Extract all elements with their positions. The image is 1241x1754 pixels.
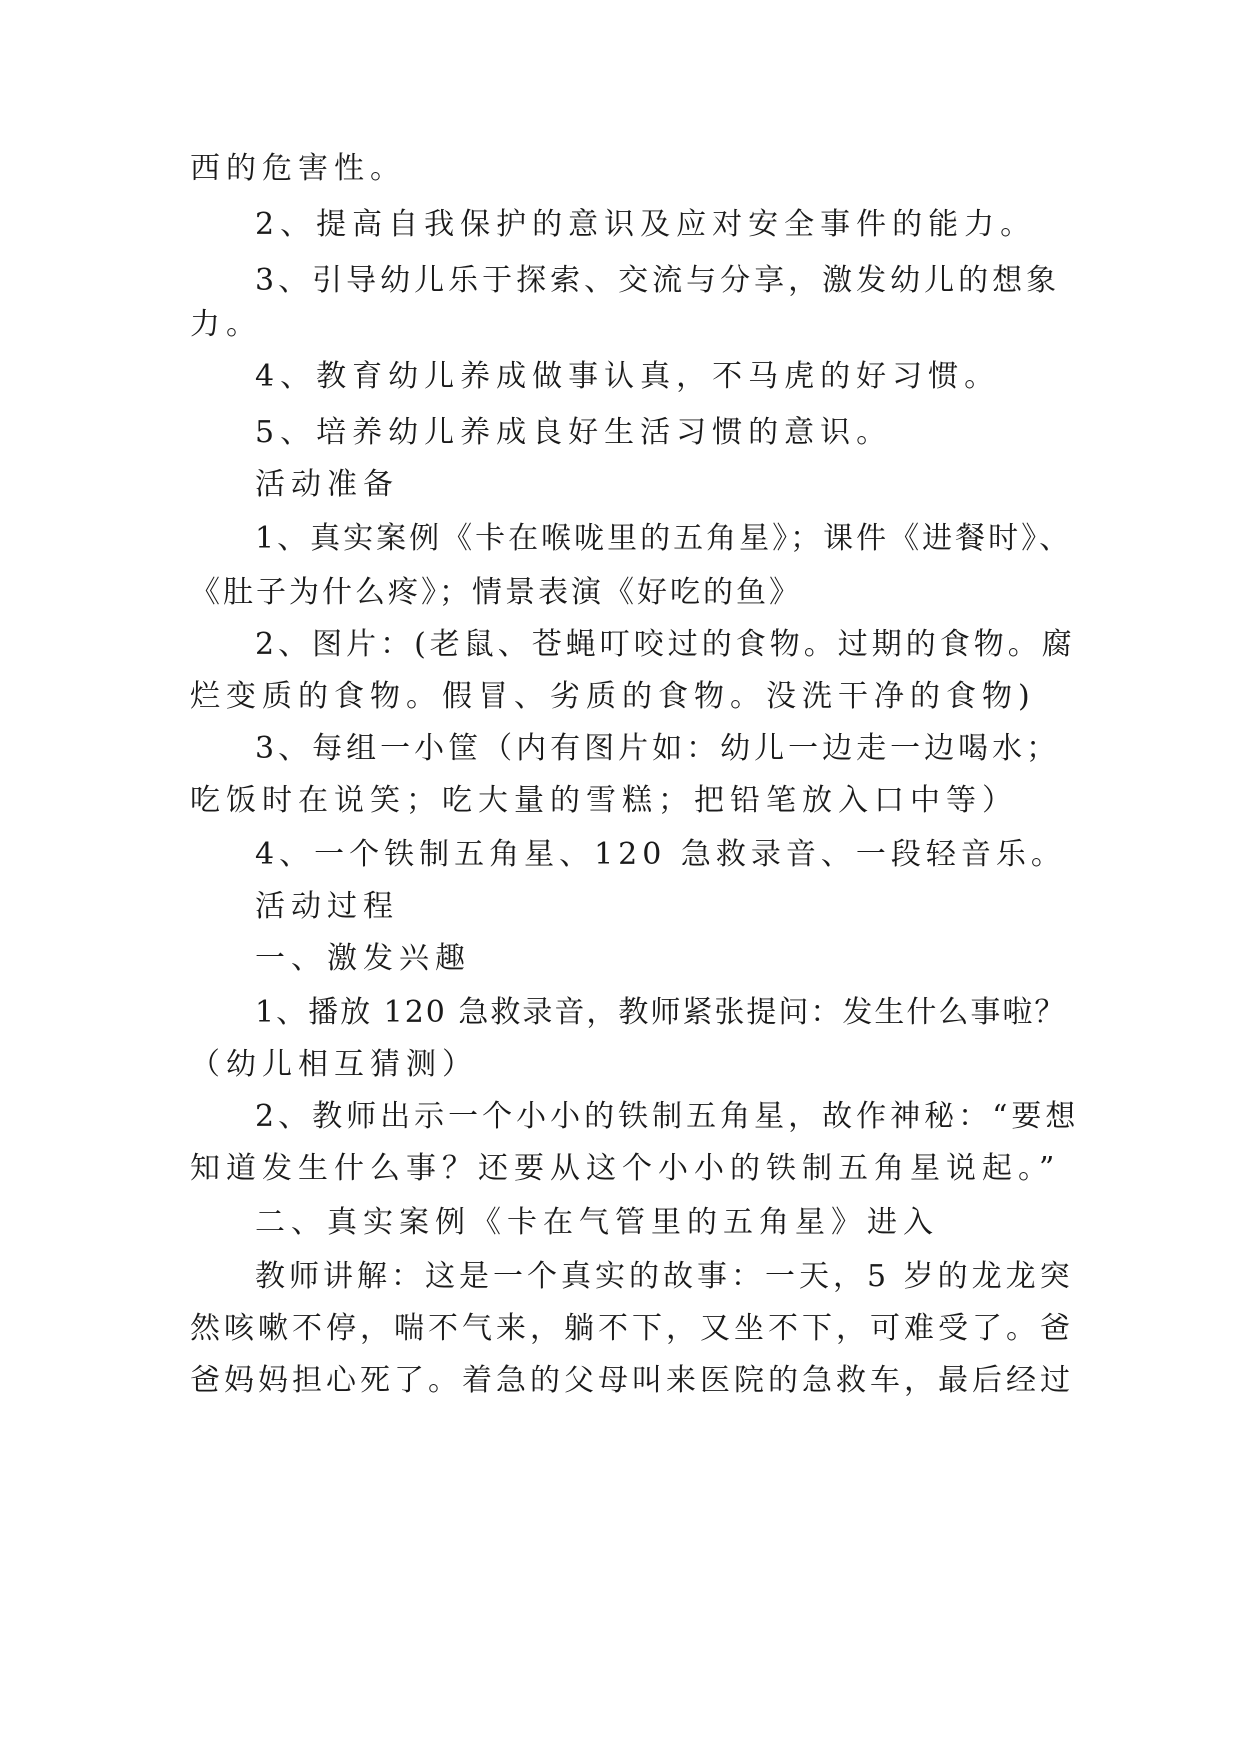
text-line: 2、图片：(老鼠、苍蝇叮咬过的食物。过期的食物。腐 (255, 627, 1076, 662)
text-line: 1、真实案例《卡在喉咙里的五角星》；课件《进餐时》、 (255, 521, 1073, 556)
text-line: 吃饭时在说笑；吃大量的雪糕；把铅笔放入口中等） (190, 783, 1018, 818)
text-line: 西的危害性。 (190, 151, 406, 186)
text-line: 3、引导幼儿乐于探索、交流与分享，激发幼儿的想象 (255, 263, 1061, 298)
text-line: 1、播放 120 急救录音，教师紧张提问：发生什么事啦？ (255, 995, 1067, 1030)
text-line: 4、一个铁制五角星、120 急救录音、一段轻音乐。 (255, 837, 1066, 872)
text-line: 烂变质的食物。假冒、劣质的食物。没洗干净的食物) (190, 679, 1036, 714)
section-heading: 一、激发兴趣 (255, 941, 471, 976)
text-line: 5、培养幼儿养成良好生活习惯的意识。 (255, 415, 893, 450)
text-line: 教师讲解：这是一个真实的故事：一天，5 岁的龙龙突 (255, 1259, 1074, 1294)
section-heading: 二、真实案例《卡在气管里的五角星》进入 (255, 1205, 939, 1240)
text-line: （幼儿相互猜测） (190, 1047, 478, 1082)
section-heading: 活动过程 (255, 889, 399, 924)
text-line: 4、教育幼儿养成做事认真，不马虎的好习惯。 (255, 359, 1001, 394)
text-line: 2、提高自我保护的意识及应对安全事件的能力。 (255, 207, 1037, 242)
text-line: 《肚子为什么疼》；情景表演《好吃的鱼》 (190, 575, 802, 610)
text-line: 爸妈妈担心死了。着急的父母叫来医院的急救车，最后经过 (190, 1363, 1074, 1398)
text-line: 然咳嗽不停，喘不气来，躺不下，又坐不下，可难受了。爸 (190, 1311, 1074, 1346)
text-line: 3、每组一小筐（内有图片如：幼儿一边走一边喝水； (255, 731, 1061, 766)
text-line: 力。 (190, 307, 262, 342)
text-line: 2、教师出示一个小小的铁制五角星，故作神秘：“要想 (255, 1099, 1080, 1134)
text-line: 知道发生什么事？还要从这个小小的铁制五角星说起。” (190, 1151, 1061, 1186)
section-heading: 活动准备 (255, 467, 399, 502)
